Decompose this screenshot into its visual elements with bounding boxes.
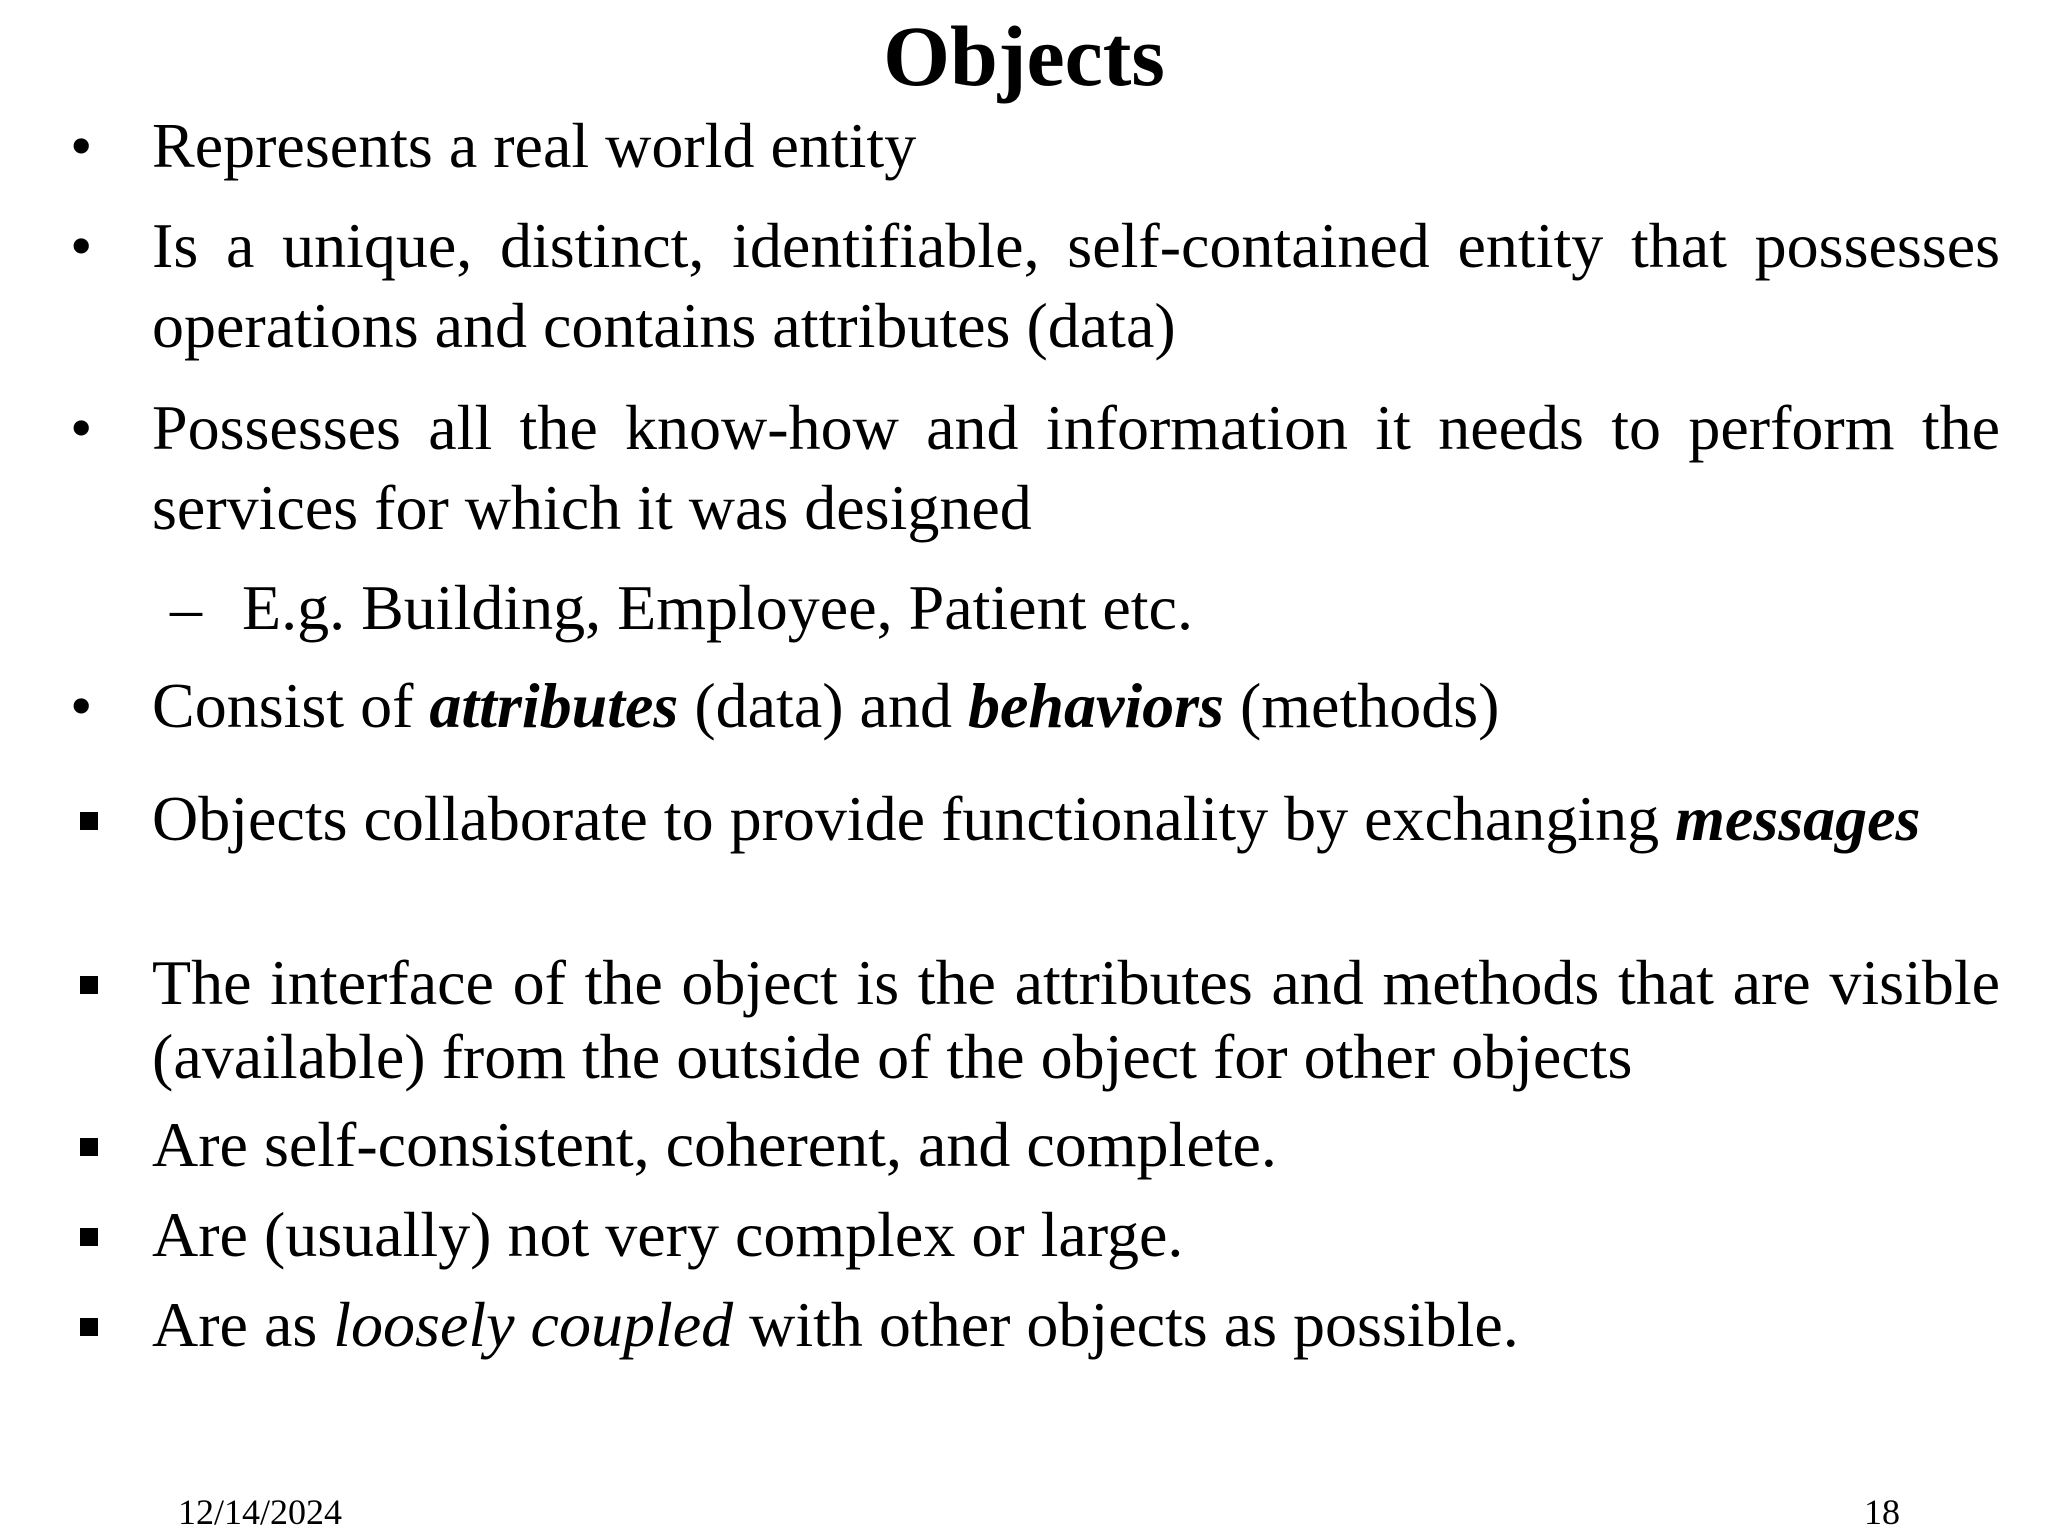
emphasis-attributes: attributes: [429, 670, 679, 741]
sub-bullet-item: [242, 568, 1942, 648]
bullet-text: (data) and: [678, 670, 968, 741]
square-bullet-item: [152, 782, 2000, 856]
slide-title: Objects: [883, 8, 1165, 104]
footer-date: 12/14/2024: [178, 1492, 343, 1532]
bullet-text: (methods): [1223, 670, 1500, 741]
square-bullet-marker: [80, 1228, 98, 1246]
bullet-text: Are (usually) not very complex or large.: [152, 1199, 1184, 1270]
bullet-marker: •: [70, 670, 93, 741]
square-bullet-item: [152, 1106, 2000, 1184]
bullet-item: [152, 106, 2000, 186]
footer-page-number: 18: [1864, 1492, 1900, 1532]
emphasis-behaviors: behaviors: [967, 670, 1224, 741]
bullet-text: Possesses all the know-how and information it needs to perform the services for which it was designed: [152, 392, 2000, 543]
square-bullet-marker: [80, 1138, 98, 1156]
sub-bullet-marker: –: [170, 572, 202, 643]
emphasis-loosely-coupled: loosely coupled: [333, 1289, 734, 1360]
square-bullet-item: [152, 946, 2000, 1094]
bullet-item: [152, 666, 2000, 746]
square-bullet-item: [152, 1196, 2000, 1274]
bullet-text: Represents a real world entity: [152, 110, 917, 181]
bullet-marker: •: [70, 210, 93, 281]
bullet-marker: •: [70, 392, 93, 463]
bullet-item: [152, 388, 2000, 548]
sub-bullet-text: E.g. Building, Employee, Patient etc.: [242, 572, 1193, 643]
bullet-text: The interface of the object is the attributes and methods that are visible (available) from the outside of the object for other objects: [152, 947, 2000, 1092]
bullet-text: with other objects as possible.: [733, 1289, 1519, 1360]
emphasis-messages: messages: [1675, 783, 1921, 854]
bullet-text: Are self-consistent, coherent, and complete.: [152, 1109, 1277, 1180]
square-bullet-item: [152, 1286, 2000, 1364]
square-bullet-marker: [80, 1318, 98, 1336]
square-bullet-marker: [80, 812, 98, 830]
square-bullet-marker: [80, 976, 98, 994]
bullet-marker: •: [70, 110, 93, 181]
bullet-text: Objects collaborate to provide functionality by exchanging: [152, 783, 1676, 854]
bullet-text: Are as: [152, 1289, 334, 1360]
bullet-item: [152, 206, 2000, 366]
bullet-text: Consist of: [152, 670, 430, 741]
bullet-text: Is a unique, distinct, identifiable, self-contained entity that possesses operations and contains attributes (data): [152, 210, 2000, 361]
